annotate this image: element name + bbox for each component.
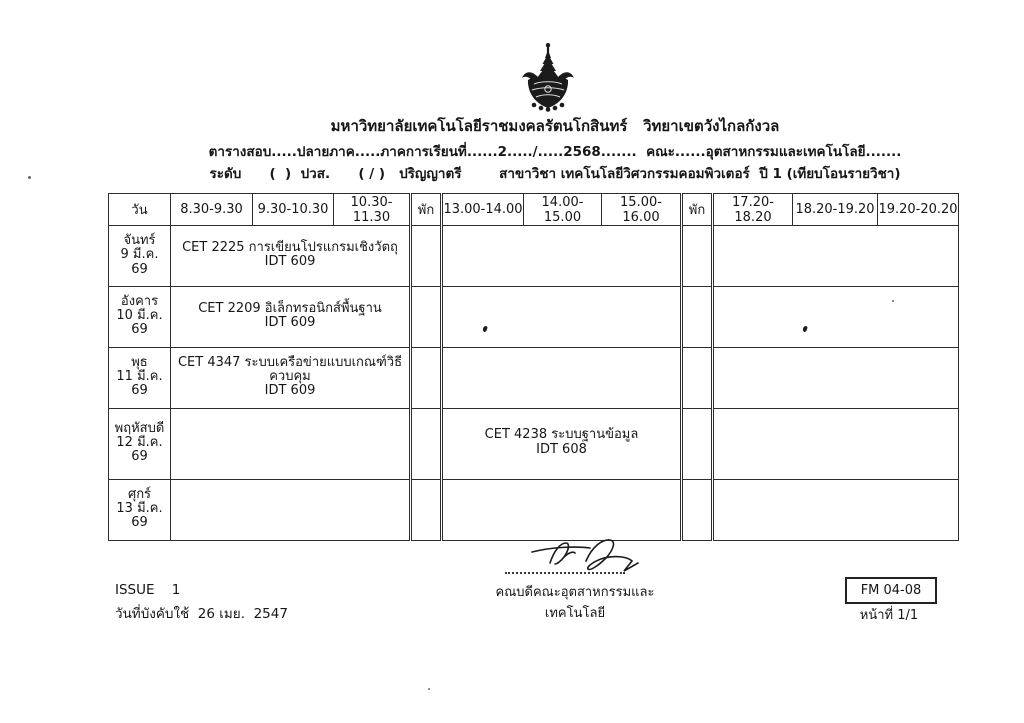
form-code: FM 04-08 (860, 583, 922, 598)
day-cell (109, 408, 171, 479)
effective-date: วันที่บังคับใช้ 26 เมย. 2547 (115, 606, 288, 622)
day-cell (109, 479, 171, 540)
col-header-day: วัน (109, 194, 171, 226)
day-date: 10 มี.ค. 69 (116, 308, 163, 338)
dean-signature (528, 533, 648, 577)
table-row-monday (109, 226, 959, 287)
break-cell (682, 408, 713, 479)
table-row-friday (109, 479, 959, 540)
col-header-time: 13.00-14.00 (442, 194, 524, 226)
exam-cell-afternoon (442, 226, 682, 287)
day-cell (109, 226, 171, 287)
break-cell (411, 286, 442, 347)
day-date: 12 มี.ค. 69 (116, 435, 163, 465)
course-name: CET 4238 ระบบฐานข้อมูล (484, 427, 639, 443)
course-name: CET 2225 การเขียนโปรแกรมเชิงวัตถุ (182, 240, 398, 256)
course-room: IDT 608 (536, 441, 587, 457)
break-cell (411, 226, 442, 287)
table-header-row (109, 194, 959, 226)
col-header-time: 15.00-16.00 (602, 194, 682, 226)
exam-cell-afternoon (442, 479, 682, 540)
course-name: CET 2209 อิเล็กทรอนิกส์พื้นฐาน (198, 301, 382, 317)
day-name: พุธ (131, 354, 148, 370)
signature-title: คณบดีคณะอุตสาหกรรมและเทคโนโลยี (495, 585, 655, 621)
exam-cell-morning (171, 347, 411, 408)
issue-label: ISSUE 1 (115, 582, 181, 598)
day-name: ศุกร์ (127, 486, 152, 502)
course-room: IDT 609 (264, 315, 316, 331)
break-cell (682, 226, 713, 287)
exam-cell-afternoon (442, 347, 682, 408)
day-cell (109, 286, 171, 347)
break-cell (411, 479, 442, 540)
exam-cell-afternoon (442, 408, 682, 479)
scan-artifact-dot (28, 176, 31, 179)
col-header-time: 18.20-19.20 (793, 194, 878, 226)
col-header-time: 17.20-18.20 (713, 194, 793, 226)
form-code-box (845, 577, 937, 604)
col-header-time: 8.30-9.30 (171, 194, 253, 226)
scan-artifact-dot (892, 300, 894, 302)
day-cell (109, 347, 171, 408)
exam-timetable (108, 193, 959, 541)
col-header-time: 9.30-10.30 (253, 194, 334, 226)
col-header-break: พัก (682, 194, 713, 226)
exam-cell-afternoon (442, 286, 682, 347)
university-crest-icon (517, 42, 579, 116)
course-room: IDT 609 (264, 254, 316, 270)
course-name: CET 4347 ระบบเครือข่ายแบบเกณฑ์วิธีควบคุม (177, 354, 403, 385)
exam-cell-evening (713, 226, 959, 287)
page-number: หน้าที่ 1/1 (859, 608, 919, 623)
col-header-time: 14.00-15.00 (524, 194, 602, 226)
col-header-break: พัก (411, 194, 442, 226)
col-header-time: 19.20-20.20 (878, 194, 959, 226)
day-name: จันทร์ (123, 233, 156, 248)
break-cell (411, 408, 442, 479)
exam-cell-morning (171, 286, 411, 347)
exam-schedule-line: ตารางสอบ.....ปลายภาค.....ภาคการเรียนที่......2...../.....2568....... คณะ......อุตสาหกรรมและเทคโนโลยี....... (208, 144, 902, 160)
break-cell (682, 479, 713, 540)
day-name: พฤหัสบดี (114, 420, 165, 436)
university-title: มหาวิทยาลัยเทคโนโลยีราชมงคลรัตนโกสินทร์ วิทยาเขตวังไกลกังวล (330, 117, 780, 135)
signature-dotted-line (505, 572, 625, 574)
break-cell (682, 347, 713, 408)
exam-cell-evening (713, 347, 959, 408)
day-name: อังคาร (120, 293, 159, 309)
exam-cell-morning (171, 226, 411, 287)
day-date: 13 มี.ค. 69 (116, 500, 163, 531)
level-program-line: ระดับ ( ) ปวส. ( / ) ปริญญาตรี สาขาวิชา เทคโนโลยีวิศวกรรมคอมพิวเตอร์ ปี 1 (เทียบโอนรายวิชา) (209, 166, 901, 182)
exam-cell-evening (713, 286, 959, 347)
exam-cell-evening (713, 479, 959, 540)
exam-cell-evening (713, 408, 959, 479)
col-header-time: 10.30-11.30 (334, 194, 411, 226)
break-cell (411, 347, 442, 408)
exam-cell-morning (171, 408, 411, 479)
course-room: IDT 609 (264, 383, 316, 399)
day-date: 11 มี.ค. 69 (116, 369, 163, 399)
exam-cell-morning (171, 479, 411, 540)
table-row-wednesday (109, 347, 959, 408)
table-row-tuesday (109, 286, 959, 347)
scan-artifact-dot (428, 688, 430, 690)
table-row-thursday (109, 408, 959, 479)
break-cell (682, 286, 713, 347)
day-date: 9 มี.ค. 69 (120, 247, 159, 277)
